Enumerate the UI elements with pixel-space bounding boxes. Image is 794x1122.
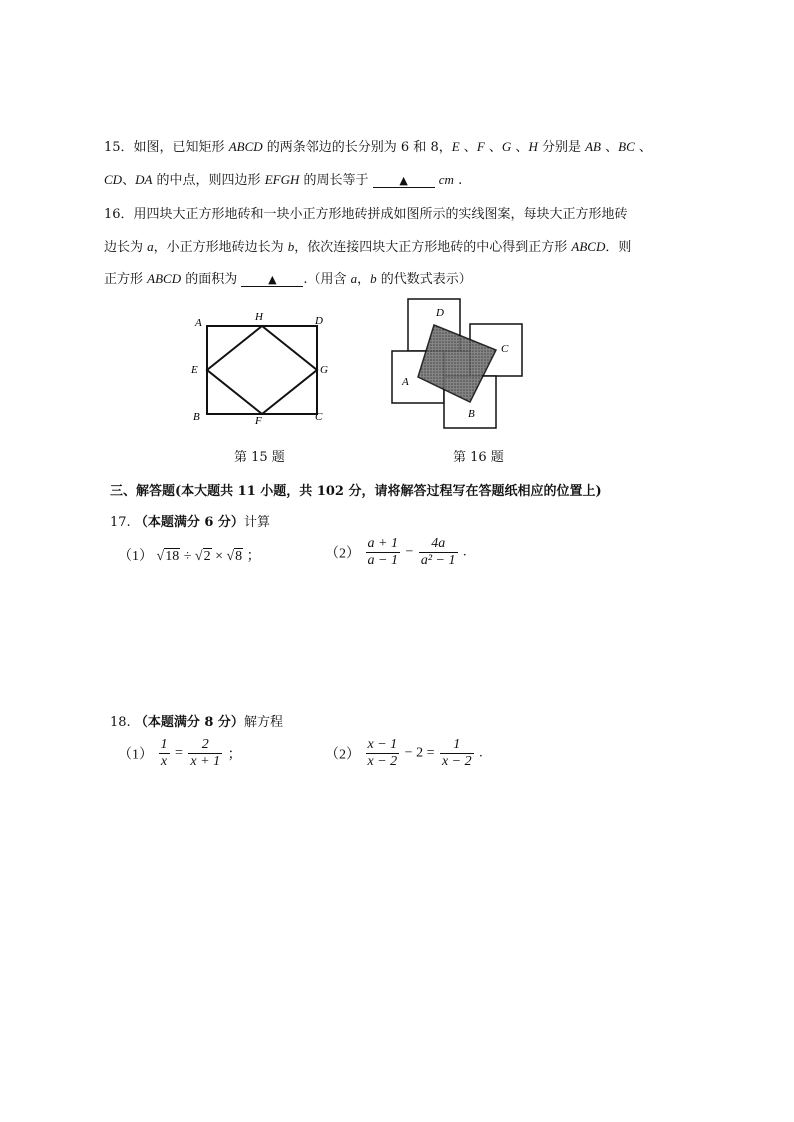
q15-var: G <box>501 139 512 154</box>
label-a: A <box>402 376 409 388</box>
punctuation: ； <box>246 549 261 564</box>
denominator: x − 2 <box>367 754 398 769</box>
q15-text: 的两条邻边的长分别为 6 和 8， <box>262 140 452 155</box>
q15-text: 、 <box>511 140 529 155</box>
operator: − <box>405 544 414 560</box>
q17-header <box>110 511 270 530</box>
label-h: H <box>255 311 263 323</box>
label-c: C <box>501 343 509 355</box>
q15-line2 <box>104 169 462 188</box>
part-label: （2） <box>325 747 360 763</box>
q16-text: ， <box>357 272 371 287</box>
q18-part1 <box>118 737 242 770</box>
label-b: B <box>468 408 475 420</box>
denominator: a − 1 <box>367 553 398 568</box>
sqrt-18: √18 <box>156 549 180 564</box>
operator: × <box>215 549 223 564</box>
figure-15-caption: 第 15 题 <box>234 450 285 465</box>
triangle-icon: ▲ <box>268 273 277 286</box>
q15-var: CD <box>104 172 123 187</box>
q15-text: 、 <box>634 140 652 155</box>
q18-score: （本题满分 8 分） <box>134 715 244 730</box>
q15-var: H <box>528 139 538 154</box>
q15-var: BC <box>618 139 635 154</box>
q16-line1: 16．用四块大正方形地砖和一块小正方形地砖拼成如图所示的实线图案，每块大正方形地砖 <box>104 207 628 222</box>
label-g: G <box>320 364 328 376</box>
radicand: 18 <box>165 549 180 564</box>
q16-var: b <box>287 239 295 254</box>
q16-var: a <box>350 271 358 286</box>
figure-15 <box>186 306 336 430</box>
q16-text: 的面积为 <box>181 272 238 287</box>
operator: − 2 = <box>404 745 435 761</box>
q16-line2 <box>104 236 631 255</box>
figure-16 <box>388 296 528 430</box>
q16-text: .（用含 <box>303 272 351 287</box>
q16-text: 的代数式表示） <box>376 272 472 287</box>
q16-text: ，依次连接四块大正方形地砖的中心得到正方形 <box>294 240 572 255</box>
operator: = <box>175 745 183 761</box>
q15-text: 、 <box>459 140 477 155</box>
q15-text: 的周长等于 <box>299 173 369 188</box>
denominator: a² − 1 <box>420 553 456 568</box>
section-3-title: 三、解答题(本大题共 11 小题，共 102 分，请将解答过程写在答题纸相应的位置上) <box>110 484 602 499</box>
denominator: x <box>160 754 168 769</box>
operator: ÷ <box>183 549 192 564</box>
q18-header <box>110 711 283 730</box>
answer-blank <box>373 175 435 188</box>
q16-text: ，小正方形地砖边长为 <box>153 240 288 255</box>
fraction <box>366 536 400 569</box>
q15-text: 、 <box>484 140 502 155</box>
q18-instruction: 解方程 <box>243 715 283 730</box>
label-c: C <box>315 411 323 423</box>
numerator: 1 <box>160 737 168 752</box>
q15-line1 <box>104 136 652 155</box>
numerator: 2 <box>188 737 222 754</box>
q15-var: AB <box>585 139 601 154</box>
part-label: （1） <box>118 549 153 564</box>
q15-var: F <box>476 139 485 154</box>
q16-text: 边长为 <box>104 240 148 255</box>
q15-text: 分别是 <box>537 140 586 155</box>
triangle-icon: ▲ <box>399 174 408 187</box>
fraction <box>419 536 458 569</box>
denominator: x − 2 <box>441 754 472 769</box>
q17-number: 17. <box>110 515 131 530</box>
q15-var: ABCD <box>228 139 263 154</box>
q16-text: 正方形 <box>104 272 148 287</box>
figure-16-caption: 第 16 题 <box>453 450 504 465</box>
q15-text: 、 <box>600 140 619 155</box>
punctuation: . <box>479 745 483 761</box>
q17-part1 <box>118 545 261 565</box>
answer-blank <box>241 274 303 287</box>
q16-var: b <box>370 271 377 286</box>
q16-line3 <box>104 268 472 287</box>
part-label: （2） <box>325 546 360 562</box>
denominator: x + 1 <box>190 754 221 769</box>
radicand: 2 <box>203 549 211 564</box>
punctuation: . <box>463 544 467 560</box>
q17-part2 <box>325 536 467 569</box>
numerator: x − 1 <box>367 737 398 752</box>
numerator: 1 <box>440 737 474 754</box>
punctuation: ； <box>227 747 242 763</box>
label-d: D <box>436 307 444 319</box>
radicand: 8 <box>235 549 243 564</box>
label-d: D <box>315 315 323 327</box>
q15-text: . <box>453 173 463 188</box>
label-f: F <box>255 415 262 427</box>
sqrt-8: √8 <box>226 549 243 564</box>
quadrilateral-efgh <box>207 326 317 414</box>
label-b: B <box>193 411 200 423</box>
q15-var: EFGH <box>264 172 300 187</box>
rectangle-abcd <box>207 326 317 414</box>
label-a: A <box>195 317 202 329</box>
q15-unit: cm <box>438 172 454 187</box>
q17-score: （本题满分 6 分） <box>134 515 244 530</box>
label-e: E <box>191 364 198 376</box>
q16-text: ．则 <box>605 240 632 255</box>
q16-var: ABCD <box>571 239 606 254</box>
part-label: （1） <box>118 747 153 763</box>
fraction <box>188 737 222 770</box>
q15-text: 的中点，则四边形 <box>152 173 265 188</box>
q16-var: a <box>147 239 154 254</box>
q15-text: 15．如图，已知矩形 <box>104 140 229 155</box>
q15-var: E <box>451 139 460 154</box>
q16-var: ABCD <box>147 271 182 286</box>
fraction <box>366 737 400 770</box>
q15-text: 、 <box>122 173 136 188</box>
q15-var: DA <box>135 172 153 187</box>
numerator: 4a <box>419 536 458 553</box>
fraction <box>440 737 474 770</box>
fraction <box>159 737 170 770</box>
q17-instruction: 计算 <box>243 515 270 530</box>
numerator: a + 1 <box>367 536 398 551</box>
sqrt-2: √2 <box>194 549 211 564</box>
q18-part2 <box>325 737 483 770</box>
q18-number: 18. <box>110 715 131 730</box>
